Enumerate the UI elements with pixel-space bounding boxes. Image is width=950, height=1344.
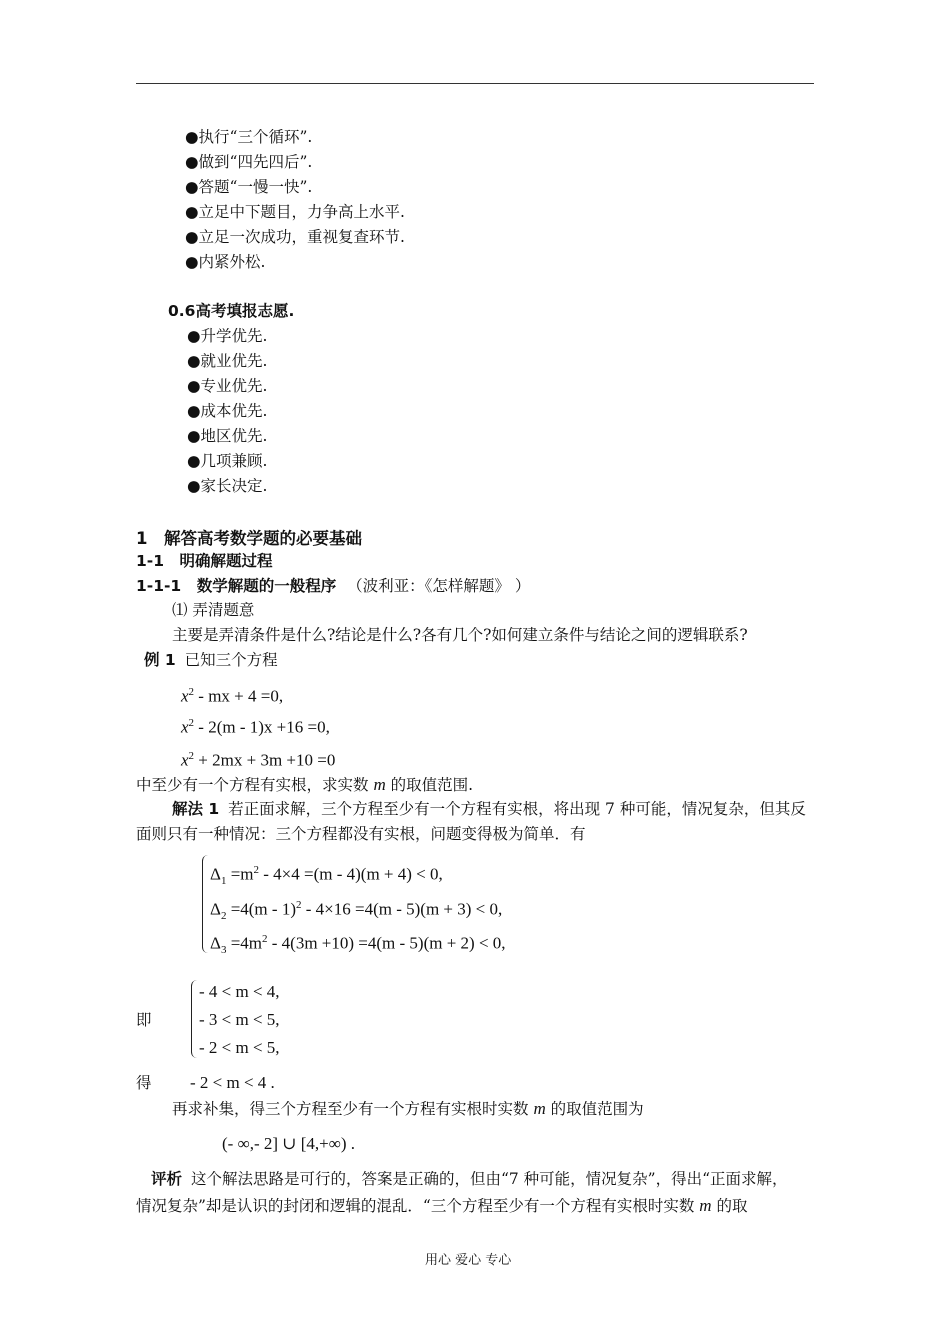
inequality-1: - 4 < m < 4, — [199, 982, 280, 1001]
discriminant-1: $\Delta_1 =m^2 - 4\times 4 =(m - 4)(m + 4) < 0$, — [210, 864, 443, 888]
list-item: ●专业优先. — [187, 377, 268, 395]
section-heading: 0.6高考填报志愿. — [168, 302, 295, 320]
example-intro: 例 1 已知三个方程 — [144, 651, 278, 669]
list-item: ●执行“三个循环”. — [185, 128, 313, 146]
inequality-2: - 3 < m < 5, — [199, 1010, 280, 1029]
header-rule — [136, 83, 814, 84]
list-item: ●升学优先. — [187, 327, 268, 345]
commentary-line: 评析 这个解法思路是可行的，答案是正确的，但由“7 种可能，情况复杂”，得出“正面求解， — [151, 1170, 788, 1188]
equation-2: $x^2 - 2(m - 1)x +16 =0$, — [181, 717, 330, 737]
commentary-line: 情况复杂”却是认识的封闭和逻辑的混乱．“三个方程至少有一个方程有实根时实数 m 的取 — [136, 1196, 748, 1215]
chapter-heading: 1 解答高考数学题的必要基础 — [136, 529, 362, 548]
step-label: ⑴ 弄清题意 — [172, 601, 255, 619]
list-item: ●立足中下题目，力争高上水平. — [185, 203, 405, 221]
result-inequality: - 2 < m < 4 . — [190, 1073, 275, 1092]
list-item: ●内紧外松. — [185, 253, 266, 271]
label-ji: 即 — [136, 1011, 152, 1029]
solution-line: 解法 1 若正面求解，三个方程至少有一个方程有实根，将出现 7 种可能，情况复杂，但其反 — [172, 800, 806, 818]
inequality-3: - 2 < m < 5, — [199, 1038, 280, 1057]
list-item: ●立足一次成功，重视复查环节. — [185, 228, 405, 246]
final-answer: (- ∞,- 2] ∪ [4,+∞) . — [222, 1134, 356, 1153]
list-item: ●就业优先. — [187, 352, 268, 370]
paragraph: 主要是弄清条件是什么?结论是什么?各有几个?如何建立条件与结论之间的逻辑联系? — [172, 626, 748, 644]
paragraph: 再求补集，得三个方程至少有一个方程有实根时实数 m 的取值范围为 — [172, 1099, 644, 1118]
list-item: ●地区优先. — [187, 427, 268, 445]
subsection-heading: 1-1-1 数学解题的一般程序 （波利亚：《怎样解题》 ） — [136, 577, 531, 595]
page-footer: 用心 爱心 专心 — [425, 1253, 512, 1268]
section-heading: 1-1 明确解题过程 — [136, 552, 273, 570]
system-brace — [191, 980, 199, 1058]
solution-line: 面则只有一种情况：三个方程都没有实根，问题变得极为简单．有 — [136, 825, 586, 843]
list-item: ●做到“四先四后”. — [185, 153, 313, 171]
equation-3: $x^2 + 2mx + 3m +10 =0$ — [181, 750, 336, 770]
discriminant-3: $\Delta_3 =4m^2 - 4(3m +10) =4(m - 5)(m + 2) < 0$, — [210, 933, 506, 957]
list-item: ●家长决定. — [187, 477, 268, 495]
equation-1: $x^2$ - mx + 4 =0, — [181, 686, 284, 706]
list-item: ●成本优先. — [187, 402, 268, 420]
problem-condition: 中至少有一个方程有实根，求实数 m 的取值范围. — [136, 775, 474, 794]
label-de: 得 — [136, 1074, 152, 1092]
list-item: ●答题“一慢一快”. — [185, 178, 313, 196]
discriminant-2: $\Delta_2 =4(m - 1)^2 - 4\times 16 =4(m - 5)(m + 3) < 0$, — [210, 899, 503, 923]
list-item: ●几项兼顾. — [187, 452, 268, 470]
